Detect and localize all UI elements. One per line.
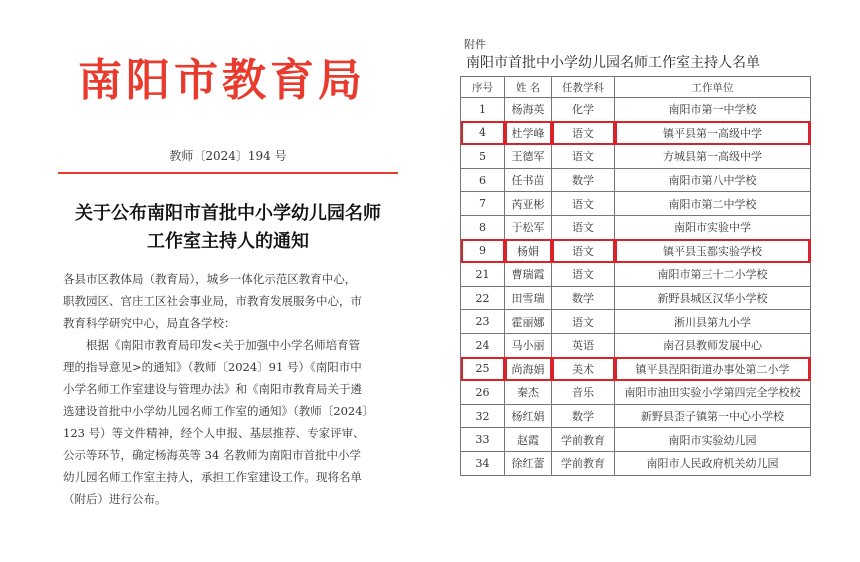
cell-no: 6 — [461, 168, 505, 192]
cell-no: 23 — [461, 310, 505, 334]
cell-name: 霍丽娜 — [505, 310, 552, 334]
notice-document — [58, 0, 398, 562]
cell-no: 7 — [461, 192, 505, 216]
cell-unit: 南阳市油田实验小学第四完全学校校 — [615, 381, 811, 405]
cell-name: 王德军 — [505, 145, 552, 169]
cell-unit: 南阳市第二中学校 — [615, 192, 811, 216]
doc-number: 教师〔2024〕194 号 — [169, 149, 287, 163]
header-no: 序号 — [461, 77, 505, 98]
cell-no: 5 — [461, 145, 505, 169]
cell-name: 于松军 — [505, 215, 552, 239]
table-row — [461, 192, 811, 216]
table-row-highlighted — [461, 239, 811, 263]
notice-title — [58, 200, 398, 256]
cell-no: 25 — [461, 357, 505, 381]
header-subject: 任教学科 — [552, 77, 615, 98]
cell-unit: 方城县第一高级中学 — [615, 145, 811, 169]
cell-subject: 语文 — [552, 121, 615, 145]
cell-unit: 南阳市人民政府机关幼儿园 — [615, 451, 811, 475]
cell-subject: 语文 — [552, 239, 615, 263]
table-row-highlighted — [461, 121, 811, 145]
cell-no: 4 — [461, 121, 505, 145]
table-row — [461, 286, 811, 310]
table-row — [461, 333, 811, 357]
table-row — [461, 145, 811, 169]
cell-unit: 南召县教师发展中心 — [615, 333, 811, 357]
cell-subject: 语文 — [552, 215, 615, 239]
attachment-list — [460, 36, 810, 476]
list-title: 南阳市首批中小学幼儿园名师工作室主持人名单 — [466, 55, 760, 71]
cell-no: 34 — [461, 451, 505, 475]
cell-name: 杜学峰 — [505, 121, 552, 145]
cell-no: 9 — [461, 239, 505, 263]
table-row — [461, 404, 811, 428]
table-row — [461, 215, 811, 239]
cell-subject: 美术 — [552, 357, 615, 381]
cell-name: 赵霞 — [505, 428, 552, 452]
hosts-table — [460, 76, 811, 476]
cell-name: 秦杰 — [505, 381, 552, 405]
cell-subject: 语文 — [552, 263, 615, 287]
cell-unit: 南阳市第三十二小学校 — [615, 263, 811, 287]
cell-no: 22 — [461, 286, 505, 310]
cell-subject: 学前教育 — [552, 451, 615, 475]
table-row — [461, 98, 811, 122]
cell-subject: 音乐 — [552, 381, 615, 405]
cell-no: 21 — [461, 263, 505, 287]
cell-unit: 淅川县第九小学 — [615, 310, 811, 334]
cell-subject: 语文 — [552, 192, 615, 216]
cell-name: 任书苗 — [505, 168, 552, 192]
cell-unit: 镇平县玉都实验学校 — [615, 239, 811, 263]
body-line: 根据《南阳市教育局印发<关于加强中小学名师培育管 — [86, 338, 361, 352]
table-row-highlighted — [461, 357, 811, 381]
body-line: 公示等环节，确定杨海英等 34 名教师为南阳市首批中小学 — [63, 448, 361, 462]
cell-name: 马小丽 — [505, 333, 552, 357]
table-row — [461, 168, 811, 192]
notice-title-line1: 关于公布南阳市首批中小学幼儿园名师 — [75, 203, 381, 224]
cell-no: 26 — [461, 381, 505, 405]
header-name: 姓 名 — [505, 77, 552, 98]
cell-unit: 新野县城区汉华小学校 — [615, 286, 811, 310]
addressee-line: 各县市区教体局（教育局），城乡一体化示范区教育中心， — [63, 272, 357, 286]
cell-subject: 学前教育 — [552, 428, 615, 452]
cell-unit: 南阳市实验幼儿园 — [615, 428, 811, 452]
table-row — [461, 451, 811, 475]
cell-name: 尚海娟 — [505, 357, 552, 381]
table-row — [461, 428, 811, 452]
body-line: 123 号）等文件精神，经个人申报、基层推荐、专家评审、 — [63, 426, 365, 440]
body-line: 幼儿园名师工作室主持人，承担工作室建设工作。现将名单 — [63, 470, 362, 484]
body-line: 选建设首批中小学幼儿园名师工作室的通知》（教师〔2024〕 — [63, 404, 375, 418]
cell-subject: 英语 — [552, 333, 615, 357]
cell-unit: 南阳市第一中学校 — [615, 98, 811, 122]
table-row — [461, 310, 811, 334]
cell-no: 1 — [461, 98, 505, 122]
cell-subject: 语文 — [552, 145, 615, 169]
body-line: （附后）进行公布。 — [63, 492, 167, 506]
table-row — [461, 263, 811, 287]
notice-title-line2: 工作室主持人的通知 — [147, 231, 309, 252]
cell-no: 33 — [461, 428, 505, 452]
cell-unit: 镇平县涅阳街道办事处第二小学 — [615, 357, 811, 381]
cell-name: 杨娟 — [505, 239, 552, 263]
cell-name: 徐红蕾 — [505, 451, 552, 475]
cell-name: 杨红娟 — [505, 404, 552, 428]
attachment-label: 附件 — [464, 38, 486, 51]
red-divider — [58, 172, 398, 174]
cell-subject: 数学 — [552, 168, 615, 192]
cell-subject: 语文 — [552, 310, 615, 334]
addressee-line: 教育科学研究中心，局直各学校： — [63, 316, 236, 330]
org-title: 南阳市教育局 — [78, 55, 366, 106]
addressee-line: 职教园区、官庄工区社会事业局，市教育发展服务中心，市 — [63, 294, 362, 308]
cell-no: 24 — [461, 333, 505, 357]
cell-name: 田雪瑞 — [505, 286, 552, 310]
notice-body — [63, 268, 393, 510]
cell-subject: 数学 — [552, 404, 615, 428]
cell-name: 杨海英 — [505, 98, 552, 122]
header-unit: 工作单位 — [615, 77, 811, 98]
cell-unit: 南阳市第八中学校 — [615, 168, 811, 192]
cell-unit: 镇平县第一高级中学 — [615, 121, 811, 145]
table-row — [461, 381, 811, 405]
body-line: 小学名师工作室建设与管理办法》和《南阳市教育局关于遴 — [63, 382, 362, 396]
cell-no: 8 — [461, 215, 505, 239]
cell-subject: 数学 — [552, 286, 615, 310]
cell-unit: 新野县歪子镇第一中心小学校 — [615, 404, 811, 428]
cell-no: 32 — [461, 404, 505, 428]
cell-name: 曹瑞霞 — [505, 263, 552, 287]
cell-name: 芮亚彬 — [505, 192, 552, 216]
cell-unit: 南阳市实验中学 — [615, 215, 811, 239]
cell-subject: 化学 — [552, 98, 615, 122]
table-header-row — [461, 77, 811, 98]
body-line: 理的指导意见>的通知》（教师〔2024〕91 号）《南阳市中 — [63, 360, 362, 374]
